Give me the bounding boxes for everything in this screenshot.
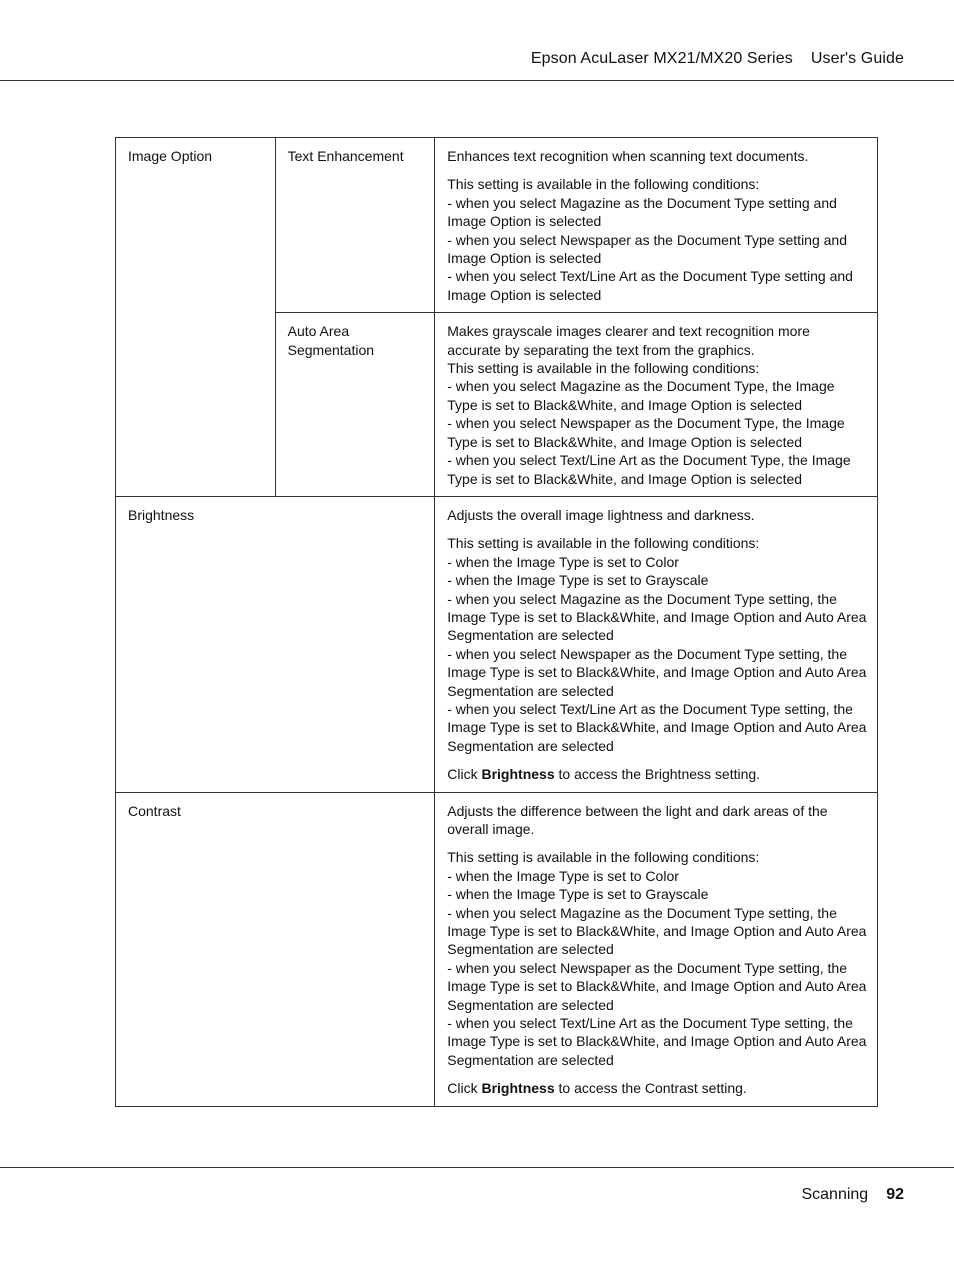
- page-header: [531, 50, 904, 68]
- sub-setting-name-cell: Text Enhancement: [275, 138, 435, 313]
- header-rule: [0, 80, 954, 81]
- conditions-title: This setting is available in the following conditions:: [447, 176, 760, 193]
- setting-name-cell: Contrast: [116, 792, 435, 1106]
- setting-name-cell: Image Option: [116, 138, 276, 497]
- description-text: Adjusts the difference between the light and dark areas of the overall image.: [447, 802, 828, 837]
- condition-item: - when you select Magazine as the Document Type, the Image Type is set to Black&White, and Image Option is selected: [447, 378, 835, 413]
- conditions-title: This setting is available in the following conditions:: [447, 849, 760, 866]
- condition-item: - when you select Newspaper as the Document Type, the Image Type is set to Black&White, and Image Option is selected: [447, 415, 845, 450]
- conditions-title: This setting is available in the following conditions:: [447, 535, 760, 552]
- description-text: Adjusts the overall image lightness and darkness.: [447, 506, 755, 523]
- description-cell: [435, 313, 878, 497]
- footer-section: Scanning: [801, 1186, 869, 1203]
- table-row: [116, 792, 878, 1106]
- description-cell: [435, 496, 878, 792]
- page-number: 92: [886, 1186, 904, 1203]
- conditions-block: [447, 175, 867, 304]
- condition-item: - when you select Text/Line Art as the Document Type setting, the Image Type is set to Black&White, and Image Option and Auto Area Segmentation are selected: [447, 1015, 867, 1068]
- setting-name-cell: Brightness: [116, 496, 435, 792]
- condition-item: - when you select Newspaper as the Document Type setting, the Image Type is set to Black&White, and Image Option and Auto Area Segmentation are selected: [447, 959, 867, 1013]
- description-cell: [435, 138, 878, 313]
- header-product-title: Epson AcuLaser MX21/MX20 Series: [530, 50, 793, 67]
- header-guide-title: User's Guide: [810, 50, 904, 67]
- click-instruction: Click Brightness to access the Brightness setting.: [447, 766, 761, 783]
- condition-item: - when you select Text/Line Art as the Document Type, the Image Type is set to Black&White, and Image Option is selected: [447, 452, 851, 487]
- condition-item: - when you select Magazine as the Document Type setting, the Image Type is set to Black&White, and Image Option and Auto Area Segmentation are selected: [447, 590, 867, 644]
- brightness-reference: Brightness: [481, 1080, 555, 1097]
- condition-item: - when the Image Type is set to Color: [447, 553, 679, 570]
- settings-table: [115, 137, 878, 1107]
- description-text: Makes grayscale images clearer and text recognition more accurate by separating the text from the graphics.: [447, 323, 810, 358]
- click-instruction: Click Brightness to access the Contrast setting.: [447, 1080, 747, 1097]
- description-text: Enhances text recognition when scanning text documents.: [447, 148, 809, 164]
- conditions-block: [447, 534, 867, 755]
- condition-item: - when the Image Type is set to Grayscale: [447, 886, 709, 903]
- conditions-title: This setting is available in the following conditions:: [447, 360, 760, 377]
- condition-item: - when the Image Type is set to Color: [447, 867, 679, 884]
- condition-item: - when you select Magazine as the Document Type setting, the Image Type is set to Black&White, and Image Option and Auto Area Segmentation are selected: [447, 904, 867, 958]
- condition-item: - when you select Newspaper as the Document Type setting and Image Option is selected: [447, 231, 847, 267]
- table-row: [116, 496, 878, 792]
- brightness-reference: Brightness: [481, 766, 555, 783]
- conditions-block: [447, 322, 867, 488]
- condition-item: - when you select Magazine as the Document Type setting and Image Option is selected: [447, 194, 837, 230]
- sub-setting-name-cell: Auto Area Segmentation: [275, 313, 435, 497]
- page-footer: [801, 1186, 904, 1204]
- condition-item: - when you select Newspaper as the Document Type setting, the Image Type is set to Black&White, and Image Option and Auto Area Segmentation are selected: [447, 645, 867, 699]
- conditions-block: [447, 848, 867, 1069]
- footer-rule: [0, 1167, 954, 1168]
- condition-item: - when you select Text/Line Art as the Document Type setting and Image Option is selected: [447, 268, 853, 303]
- table-row: [116, 138, 878, 313]
- description-cell: [435, 792, 878, 1106]
- condition-item: - when you select Text/Line Art as the Document Type setting, the Image Type is set to Black&White, and Image Option and Auto Area Segmentation are selected: [447, 700, 867, 754]
- condition-item: - when the Image Type is set to Grayscale: [447, 572, 709, 589]
